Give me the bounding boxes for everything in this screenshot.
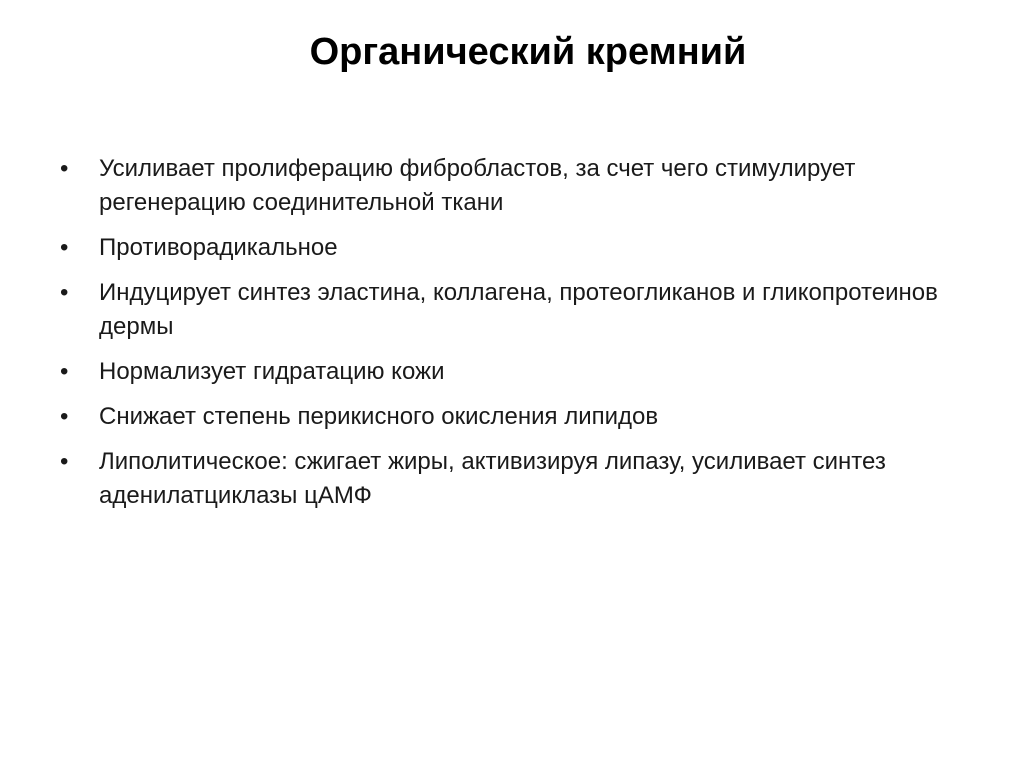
slide-title: Органический кремний [309, 31, 747, 73]
bullet-icon: • [60, 448, 69, 475]
list-item [60, 276, 960, 344]
list-item [60, 400, 960, 434]
bullet-icon: • [60, 279, 69, 306]
list-item-text: Усиливает пролиферацию фибробластов, за счет чего стимулирует регенерацию соединительной ткани [99, 155, 856, 216]
list-item [60, 231, 960, 265]
list-item [60, 152, 960, 220]
list-item-text: Противорадикальное [99, 234, 338, 261]
bullet-icon: • [60, 403, 69, 430]
list-item-text: Индуцирует синтез эластина, коллагена, протеогликанов и гликопротеинов дермы [99, 279, 938, 340]
list-item-text: Нормализует гидратацию кожи [99, 358, 445, 385]
list-item-text: Снижает степень перикисного окисления липидов [99, 403, 659, 430]
bullet-icon: • [60, 358, 69, 385]
list-item-text: Липолитическое: сжигает жиры, активизируя липазу, усиливает синтез аденилатциклазы цАМФ [99, 448, 886, 509]
bullet-list [60, 152, 960, 524]
list-item [60, 445, 960, 513]
bullet-icon: • [60, 234, 69, 261]
bullet-icon: • [60, 155, 69, 182]
list-item [60, 355, 960, 389]
